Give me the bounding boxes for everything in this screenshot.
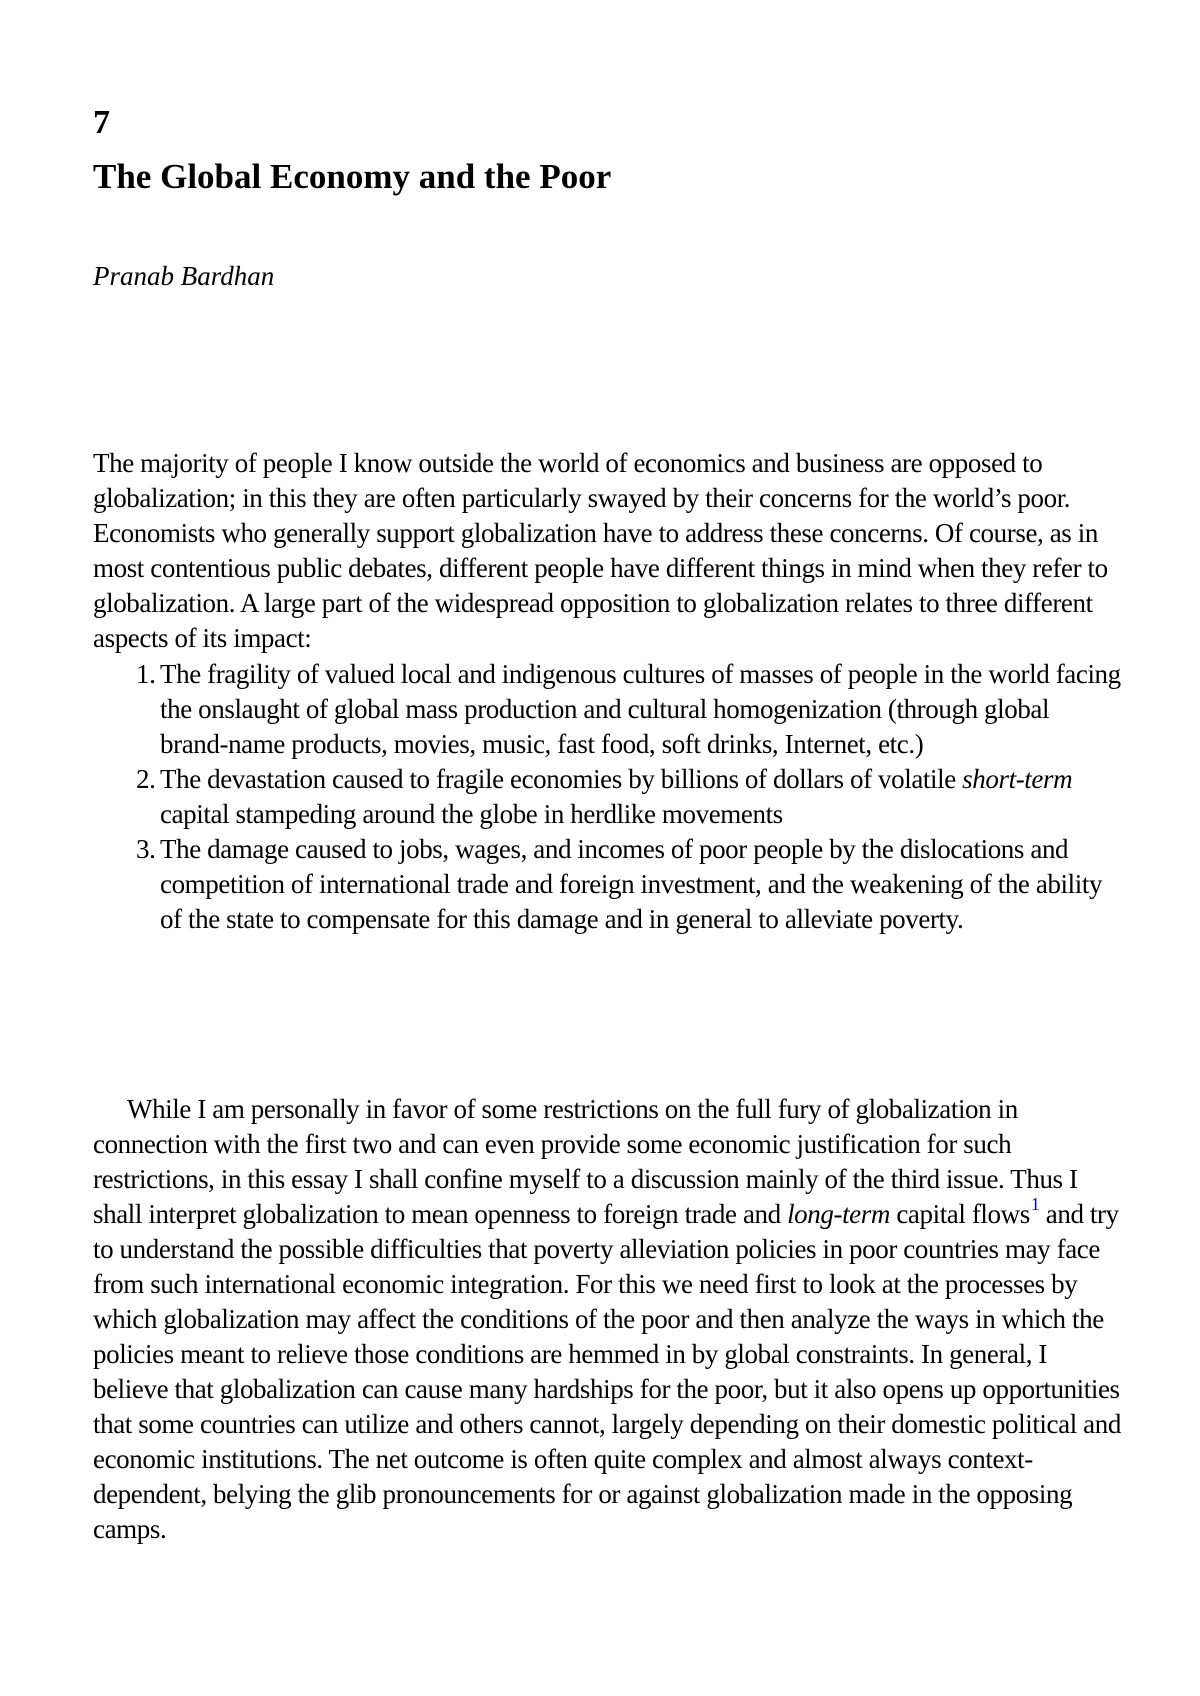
- body-paragraph: [93, 1092, 1123, 1547]
- footnote-link[interactable]: 1: [1030, 1194, 1040, 1214]
- intro-paragraph: The majority of people I know outside the world of economics and business are opposed to globalization; in this they are often particularly swayed by their concerns for the world’s poor. Economists who generally support globalization have to address these concerns. Of course, as in most contentious public debates, different people have different things in mind when they refer to globalization. A large part of the widespread opposition to globalization relates to three different aspects of its impact:: [93, 448, 1108, 653]
- list-item: [93, 762, 1123, 832]
- impact-list: [93, 657, 1123, 937]
- list-item-text: The fragility of valued local and indigenous cultures of masses of people in the world facing the onslaught of global mass production and cultural homogenization (through global brand-name products, movies, music, fast food, soft drinks, Internet, etc.): [160, 659, 1121, 759]
- chapter-number: 7: [93, 104, 110, 141]
- list-item: [93, 832, 1123, 937]
- list-item-text-continued: capital stampeding around the globe in herdlike movements: [160, 799, 783, 829]
- emphasis-short-term: short-term: [962, 764, 1073, 794]
- paragraph-text-middle: capital flows: [889, 1199, 1030, 1229]
- paragraph-text: While I am personally in favor of some restrictions on the full fury of globalization in connection with the first two and can even provide some economic justification for such restrictions, in this essay I shall confine myself to a discussion mainly of the third issue. Thus I shall interpret globalization to mean openness to foreign trade and: [93, 1094, 1078, 1229]
- list-item: [93, 657, 1123, 762]
- author-name: Pranab Bardhan: [93, 261, 275, 291]
- emphasis-long-term: long-term: [787, 1199, 890, 1229]
- paragraph-text-end: and try to understand the possible difficulties that poverty alleviation policies in poor countries may face from such international economic integration. For this we need first to look at the processes by which globalization may affect the conditions of the poor and then analyze the ways in which the policies meant to relieve those conditions are hemmed in by global constraints. In general, I believe that globalization can cause many hardships for the poor, but it also opens up opportunities that some countries can utilize and others cannot, largely depending on their domestic political and economic institutions. The net outcome is often quite complex and almost always context-dependent, belying the glib pronouncements for or against globalization made in the opposing camps.: [93, 1199, 1121, 1544]
- list-item-number: 3.: [136, 834, 156, 864]
- list-item-number: 2.: [136, 764, 156, 794]
- chapter-title: The Global Economy and the Poor: [93, 157, 612, 196]
- list-item-text: The damage caused to jobs, wages, and incomes of poor people by the dislocations and competition of international trade and foreign investment, and the weakening of the ability of the state to compensate for this damage and in general to alleviate poverty.: [160, 834, 1103, 934]
- list-item-text: The devastation caused to fragile economies by billions of dollars of volatile: [160, 764, 963, 794]
- intro-section: [93, 446, 1123, 937]
- list-item-number: 1.: [136, 659, 156, 689]
- second-section: [93, 1092, 1123, 1547]
